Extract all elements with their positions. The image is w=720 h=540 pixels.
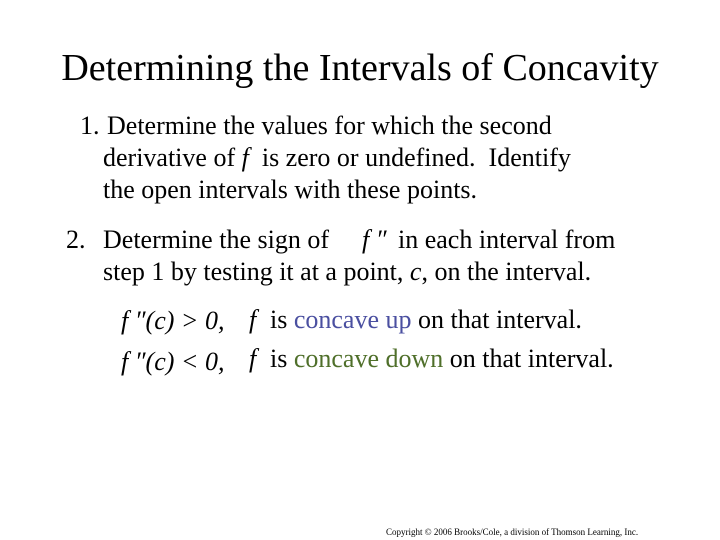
- step2-number: 2.: [66, 225, 86, 254]
- case1-math: f ″(c) > 0,: [121, 306, 225, 335]
- step1-line3: the open intervals with these points.: [103, 175, 478, 204]
- case1-condition: [121, 305, 224, 337]
- step1-number: 1.: [80, 111, 100, 140]
- case2-rest: on that interval.: [449, 344, 614, 373]
- step2-line2-c: c: [409, 257, 422, 286]
- step2-line2-pre: step 1 by testing it at a point,: [103, 257, 410, 286]
- case2-condition: [121, 346, 224, 378]
- case1-is: is: [270, 305, 288, 334]
- step1-line2-post: is zero or undefined. Identify: [248, 143, 571, 172]
- case1-rest: on that interval.: [418, 305, 582, 334]
- case2-math: f ″(c) < 0,: [121, 347, 225, 376]
- step1-line1: Determine the values for which the second: [107, 111, 552, 140]
- f-double-prime-symbol: f ″: [362, 225, 387, 254]
- slide-title: Determining the Intervals of Concavity: [61, 47, 659, 89]
- step2-line1-post: in each interval from: [398, 225, 616, 254]
- case1-concavity: concave up: [293, 305, 412, 334]
- step2-line2-post: , on the interval.: [421, 257, 592, 286]
- step1-line2: [103, 142, 571, 174]
- step1-line2-f: f: [241, 143, 249, 172]
- case2-is: is: [270, 344, 288, 373]
- case2-text: [270, 343, 614, 375]
- copyright-notice: Copyright © 2006 Brooks/Cole, a division of Thomson Learning, Inc.: [386, 527, 639, 537]
- case2-f: f: [249, 344, 257, 373]
- case1-text: [270, 304, 582, 336]
- step1-line2-pre: derivative of: [103, 143, 242, 172]
- step2-line2: [103, 256, 591, 288]
- step2-line1-pre: Determine the sign of: [103, 225, 329, 254]
- case2-concavity: concave down: [293, 344, 444, 373]
- case1-f: f: [249, 305, 257, 334]
